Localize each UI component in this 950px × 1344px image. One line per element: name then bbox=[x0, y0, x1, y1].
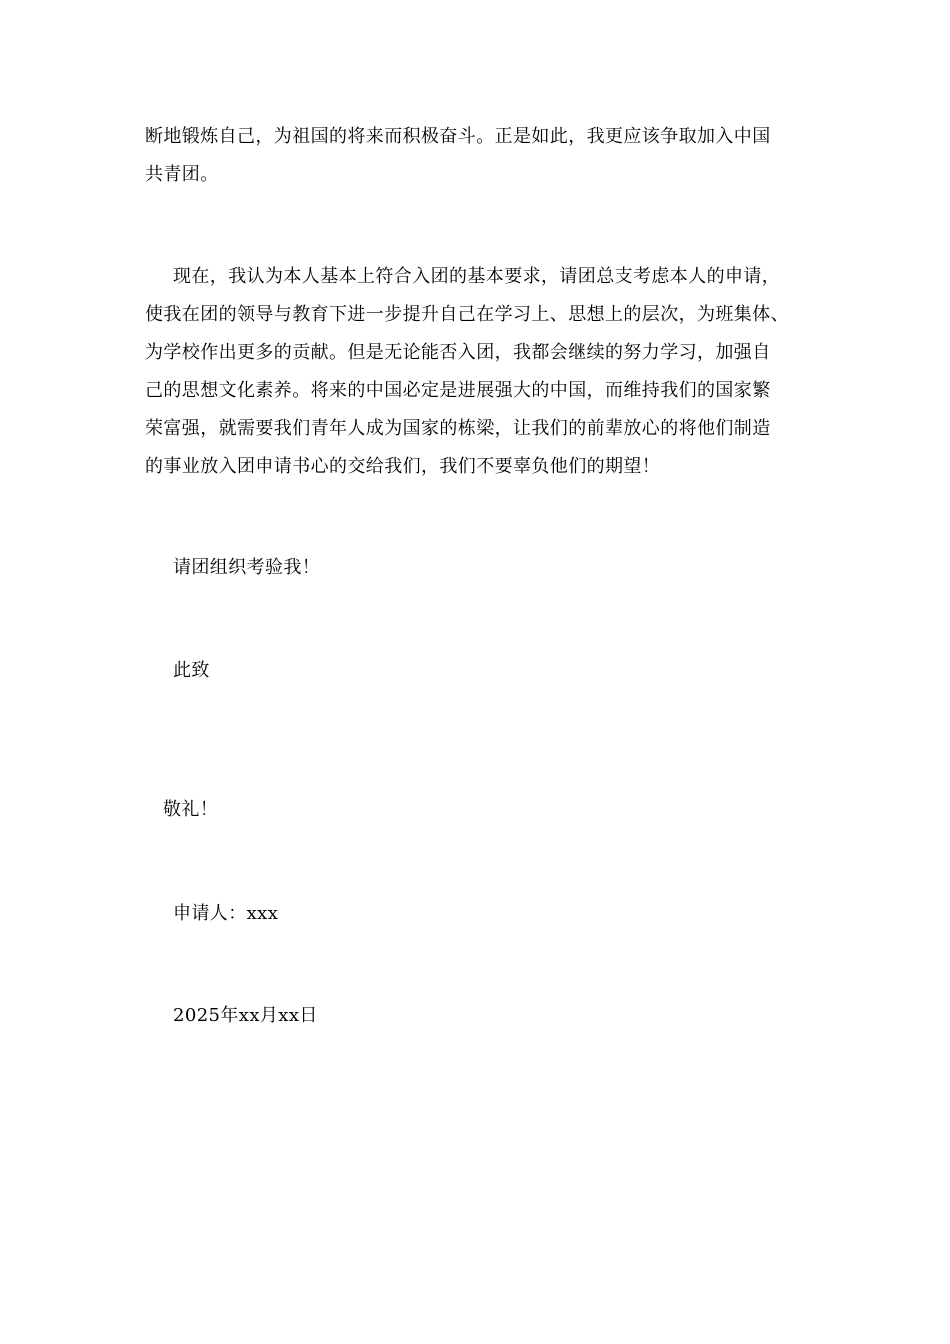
application-date: 2025年xx月xx日 bbox=[173, 1005, 318, 1026]
paragraph-2-line-6: 的事业放入团申请书心的交给我们，我们不要辜负他们的期望！ bbox=[145, 456, 661, 477]
paragraph-2-line-5: 荣富强，就需要我们青年人成为国家的栋梁，让我们的前辈放心的将他们制造 bbox=[145, 418, 771, 439]
applicant-signature: 申请人：xxx bbox=[173, 903, 279, 924]
closing-request: 请团组织考验我！ bbox=[173, 557, 321, 578]
paragraph-2-line-3: 为学校作出更多的贡献。但是无论能否入团，我都会继续的努力学习，加强自 bbox=[145, 342, 771, 363]
regards: 敬礼！ bbox=[163, 799, 219, 820]
paragraph-2-line-2: 使我在团的领导与教育下进一步提升自己在学习上、思想上的层次，为班集体、 bbox=[145, 304, 789, 325]
paragraph-1-line-2: 共青团。 bbox=[145, 164, 219, 185]
paragraph-1-line-1: 断地锻炼自己，为祖国的将来而积极奋斗。正是如此，我更应该争取加入中国 bbox=[145, 126, 771, 147]
paragraph-2-line-1: 现在，我认为本人基本上符合入团的基本要求，请团总支考虑本人的申请， bbox=[173, 266, 781, 287]
paragraph-2-line-4: 己的思想文化素养。将来的中国必定是进展强大的中国，而维持我们的国家繁 bbox=[145, 380, 771, 401]
salutation: 此致 bbox=[173, 660, 210, 681]
